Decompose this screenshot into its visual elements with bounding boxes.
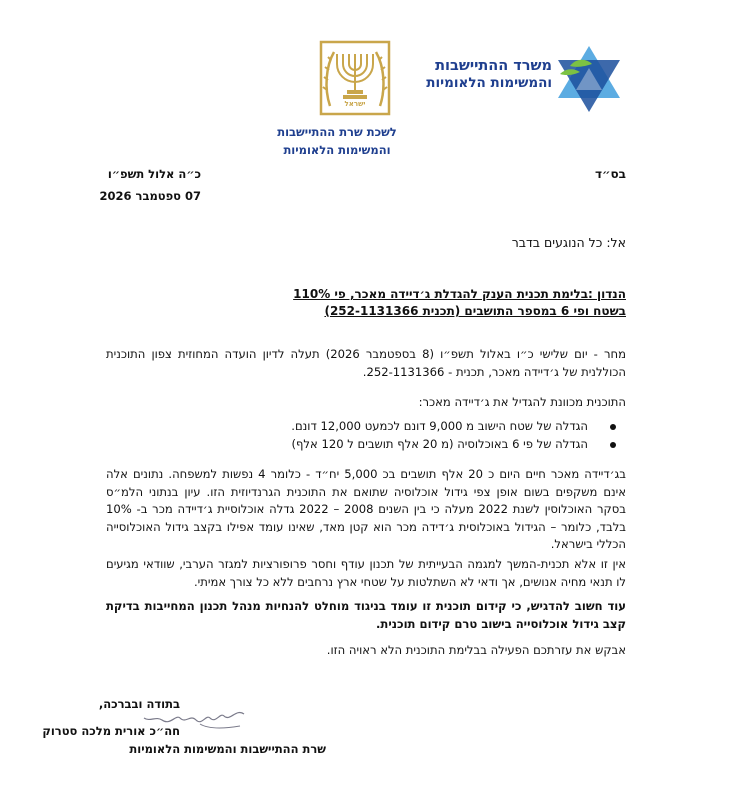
paragraph-request: אבקש את עזרתכם הפעילה בבלימת התוכנית הלא ראויה הזו.: [326, 643, 626, 657]
hebrew-date: כ״ה אלול תשפ״ו: [107, 167, 201, 181]
addressee: אל: כל הנוגעים בדבר: [511, 235, 626, 250]
subject-line-2: בשטח ופי 6 במספר התושבים (תכנית 252-1131366): [324, 304, 626, 318]
state-emblem: [318, 40, 392, 116]
paragraph-population-data: בג׳דיידה מאכר חיים היום כ 20 אלף תושבים בכ 5,000 יח״ד - כלומר 4 נפשות למשפחה. נתונים אלה אינם משקפים בשום אופן צפי גידול אוכלוסיה שתואם את התוכנית הגרנדיוזית הזו. עיון בנתוני הלמ״ס בסקר האוכלוסין לשנת 2022 מעלה כי בין השנים 2008 – 2022 גדלה אוכלוסיית ג׳דיידה מכר ב- 10% בלבד, כלומר – הגידול באוכלוסית ג׳דידה מכר הוא קטן מאד, שאינו עומד אפילו בקצב גידול האוכלוסייה הכללי בישראל.: [106, 467, 627, 551]
emblem-label: ישראל: [344, 100, 366, 108]
plan-bullet-list: [108, 418, 608, 453]
bsd-mark: בס״ד: [594, 167, 626, 181]
bullet-item: הגדלה של פי 6 באוכלוסיה (מ 20 אלף תושבים ל 120 אלף): [108, 436, 608, 454]
subject-line-1: הנדון :בלימת תכנית הענק להגדלת ג׳דיידה מאכר, פי 110%: [293, 287, 626, 301]
closing-greeting: בתודה ובברכה,: [98, 697, 180, 711]
paragraph-plan-goals: התוכנית מכוונת להגדיל את ג׳דיידה מאכר:: [418, 395, 626, 409]
office-name-line1: לשכת שרת ההתיישבות: [277, 125, 397, 139]
star-of-david-icon: [552, 44, 626, 114]
ministry-name-line2: והמשימות הלאומיות: [426, 75, 552, 91]
ministry-logo: [426, 44, 630, 114]
signer-title: שרת ההתיישבות והמשימות הלאומיות: [129, 742, 326, 756]
ministry-name-line1: משרד ההתיישבות: [435, 58, 552, 74]
bullet-icon: [610, 442, 616, 448]
office-name-line2: והמשימות הלאומיות: [283, 143, 391, 157]
gregorian-date: 07 ספטמבר 2026: [99, 189, 201, 203]
bullet-icon: [610, 424, 616, 430]
signer-name: חה״כ אורית מלכה סטרוק: [42, 724, 180, 738]
bullet-item: הגדלה של שטח הישוב מ 9,000 דונם לכמעט 12,000 דונם.: [108, 418, 608, 436]
paragraph-intro: מחר - יום שלישי כ״ו באלול תשפ״ו (8 בספטמבר 2026) תעלה לדיון הועדה המחוזית צפון התוכנית הכוללנית של ג׳דיידה מאכר, תכנית - 252-1131366.: [106, 347, 626, 379]
paragraph-planning-trend: אין זו אלא תכנית-המשך למגמה הבעייתית של תכנון עודף וחסר פרופורציות למגזר הערבי, שוודאי מגיעים לו תנאי מחיה אנושים, אך ודאי לא השתלטות על שטחי ארץ נרחבים ללא כל צורך אמיתי.: [106, 557, 626, 589]
paragraph-emphasis: עוד חשוב להדגיש, כי קידום תוכנית זו עומד בניגוד מוחלט להנחיות מנהל תכנון המחייבות בדיקת קצב גידול אוכלוסייה בישוב טרם קידום תוכנית.: [106, 599, 626, 631]
